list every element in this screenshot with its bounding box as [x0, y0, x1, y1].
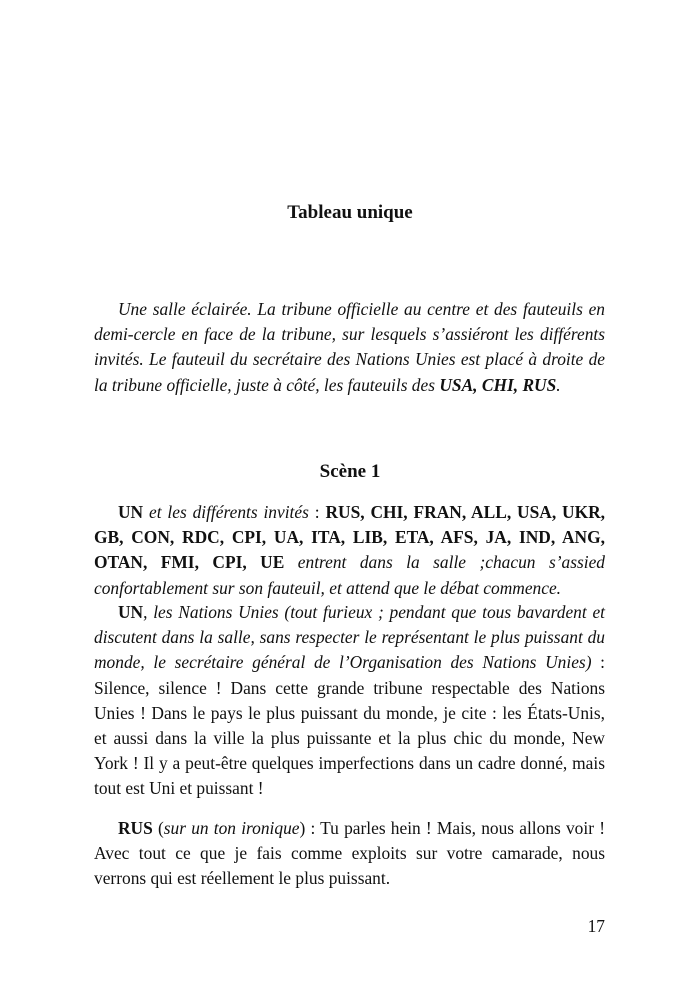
character-list: RUS, CHI, FRAN, ALL, USA, UKR, GB, CON, RDC, CPI, UA, ITA, LIB, ETA, AFS, JA, IND, ANG, OTAN, FMI, CPI, UE [94, 502, 606, 573]
stage-direction-characters: USA, CHI, RUS [439, 374, 557, 395]
entrance-action: entrent dans la salle ;chacun s’assied confortablement sur son fauteuil, et attend que le débat commence. [94, 552, 605, 598]
scene-title: Scène 1 [319, 461, 381, 482]
stage-direction-end: . [556, 374, 561, 395]
speaker-un: UN [118, 602, 144, 622]
entrance-colon: : [308, 502, 326, 522]
paragraph-rus-speech [94, 816, 605, 892]
page-number: 17 [587, 916, 605, 936]
page-title: Tableau unique [287, 202, 413, 223]
paragraph-un-speech [94, 600, 605, 802]
stage-direction [94, 297, 605, 398]
rus-dialogue: ) : Tu parles hein ! Mais, nous allons voir ! Avec tout ce que je fais comme exploits sur votre camarade, nous verrons qui est réellement le plus puissant. [94, 818, 605, 889]
speaker-separator: , [143, 602, 154, 622]
entrance-direction: et les différents invités [143, 502, 309, 522]
un-dialogue: : Silence, silence ! Dans cette grande tribune respectable des Nations Unies ! Dans le pays le plus puissant du monde, je cite : les États-Unis, et aussi dans la ville la plus puissante et la plus chic du monde, New York ! Il y a peut-être quelques imperfections dans un cadre donné, mais tout est Uni et puissant ! [94, 652, 605, 799]
un-stage-direction: les Nations Unies (tout furieux ; pendant que tous bavardent et discutent dans la salle, sans respecter le représentant le plus puissant du monde, le secrétaire général de l’Organisation des Nations Unies) [94, 602, 605, 673]
speaker-un: UN [118, 502, 144, 522]
paren-open: ( [152, 818, 164, 838]
paragraph-entrance [94, 500, 605, 601]
stage-direction-text: Une salle éclairée. La tribune officielle au centre et des fauteuils en demi-cercle en face de la tribune, sur lesquels s’assiéront les différents invités. Le fauteuil du secrétaire des Nations Unies est placé à droite de la tribune officielle, juste à côté, les fauteuils des [94, 299, 605, 395]
speaker-rus: RUS [118, 818, 153, 838]
rus-stage-direction: sur un ton ironique [163, 818, 300, 838]
